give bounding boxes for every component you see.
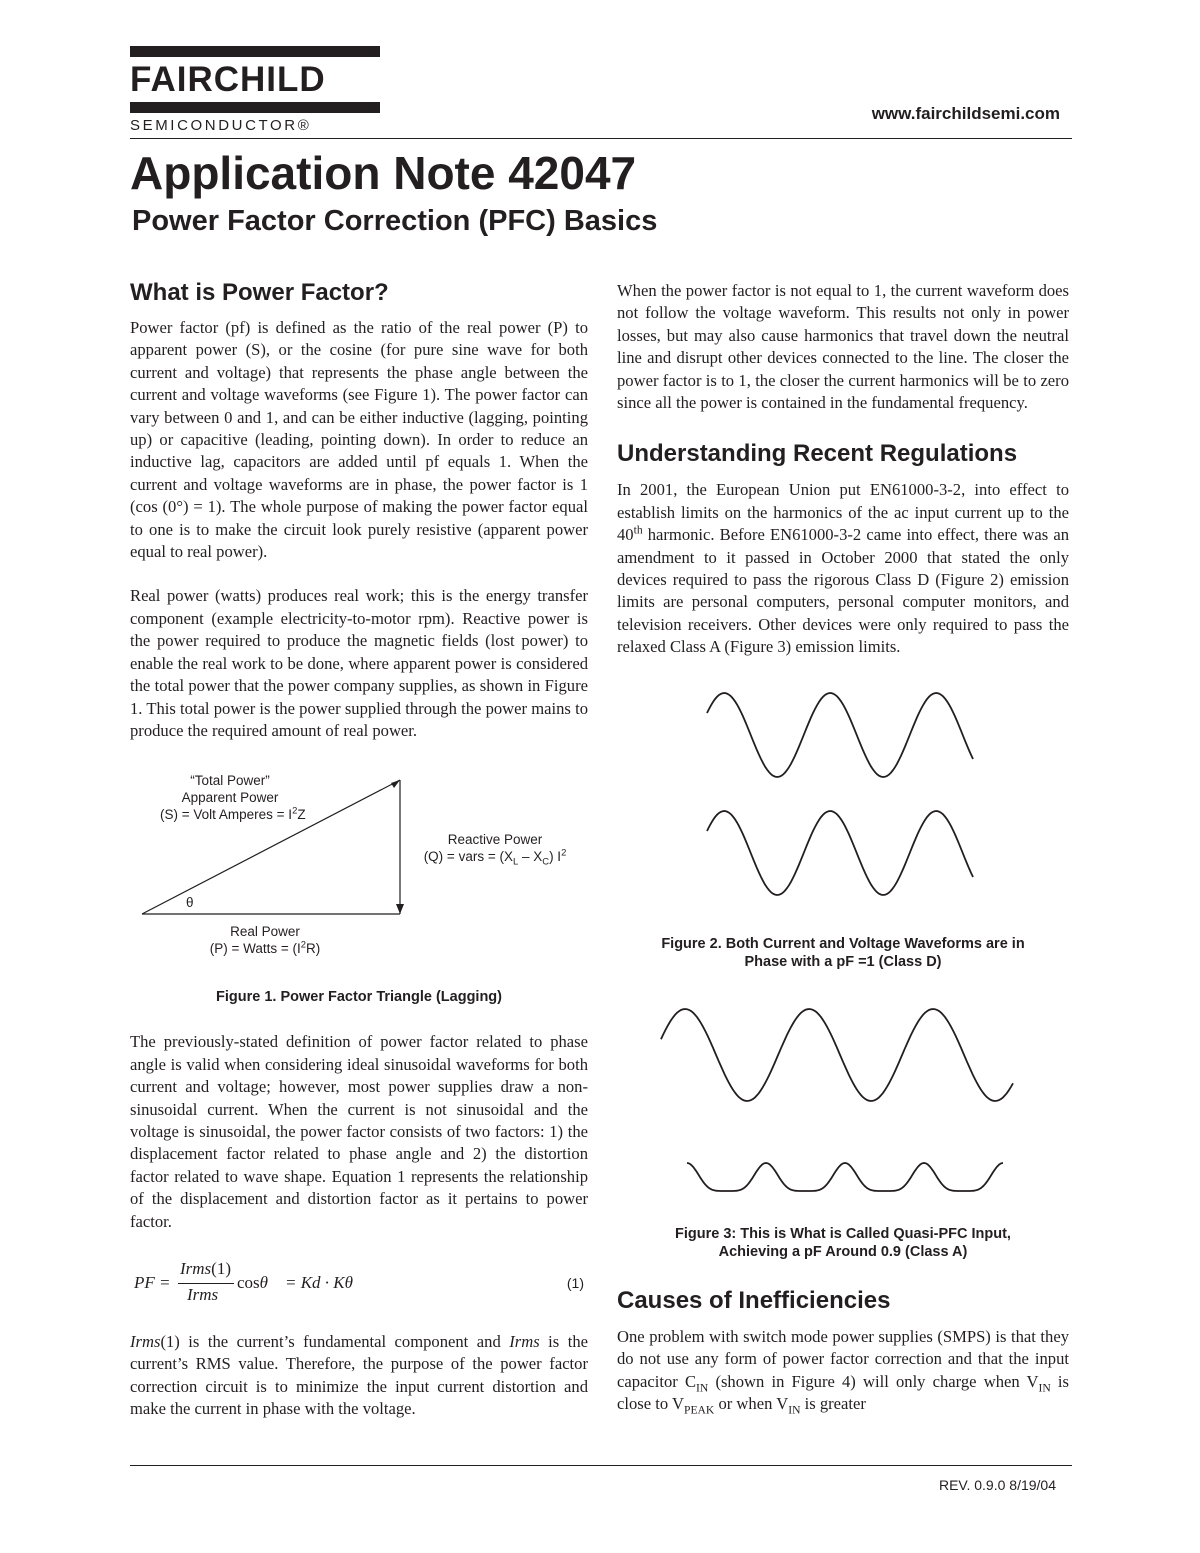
- figure-2-caption: [617, 935, 1069, 971]
- paragraph-regulations: [617, 479, 1069, 658]
- p-eq-prefix: (P) = Watts = (I: [209, 941, 301, 957]
- paragraph-regulations-part-a: In 2001, the European Union put EN61000-3-2, into effect to establish limits on the harmonics of the ac input current up to the 40: [617, 480, 1069, 545]
- s-eq-prefix: (S) = Volt Amperes = I: [160, 807, 293, 823]
- revision-label: REV. 0.9.0 8/19/04: [938, 1477, 1056, 1493]
- q-eq-sub-l: L: [512, 857, 519, 868]
- q-eq-b: – X: [518, 849, 543, 865]
- p-eq-suffix: R): [306, 941, 321, 957]
- equation-theta: θ: [259, 1272, 269, 1292]
- equation-numerator-paren: (1): [211, 1258, 231, 1278]
- figure-3-caption-line-2: Achieving a pF Around 0.9 (Class A): [718, 1243, 968, 1260]
- paragraph-irms-part-a: (1) is the current’s fundamental component and: [160, 1331, 510, 1351]
- equation-reactive-power: [415, 847, 575, 868]
- irms-term-1: Irms: [130, 1331, 161, 1351]
- logo-bar-top: [130, 46, 380, 57]
- figure-3-caption: [617, 1225, 1069, 1261]
- label-total-power: [160, 772, 306, 823]
- equation-denominator: Irms: [187, 1284, 219, 1304]
- section-heading-regulations: Understanding Recent Regulations: [617, 440, 1018, 468]
- q-eq-c: ) I: [549, 849, 562, 865]
- figure-1-caption: Figure 1. Power Factor Triangle (Lagging): [215, 989, 502, 1006]
- label-total-power-text: “Total Power”: [190, 773, 270, 789]
- equation-numerator-term: Irms: [180, 1258, 212, 1278]
- ineff-sub-vin-1: IN: [1038, 1380, 1051, 1394]
- ineff-part-a: One problem with switch mode power supplies (SMPS) is that they do not use any form of power factor correction and that the input capacitor C: [617, 1326, 1069, 1391]
- equation-apparent-power: [160, 805, 306, 823]
- paragraph-pf-definition: Power factor (pf) is defined as the ratio of the real power (P) to apparent power (S), or the cosine (for pure sine wave for both current and voltage) that represents the phase angle between the current and voltage waveforms (see Figure 1). The power factor can vary between 0 and 1, and can be either inductive (lagging, pointing up) or capacitive (leading, pointing down). In order to reduce an inductive lag, capacitors are added until pf equals 1. When the current and voltage waveforms are in phase, the power factor is 1 (cos (0°) = 1). The whole purpose of making the power factor equal to one is to make the circuit look purely resistive (apparent power equal to real power).: [130, 318, 588, 562]
- left-column: [130, 278, 588, 1421]
- equation-cos-term: [237, 1273, 268, 1293]
- s-eq-suffix: Z: [297, 807, 306, 823]
- ineff-sub-cin: IN: [696, 1380, 709, 1394]
- ineff-part-e: is greater: [800, 1393, 866, 1413]
- ineff-sub-vpeak: PEAK: [683, 1403, 715, 1417]
- current-waveform: [707, 811, 973, 895]
- fairchild-logo: [130, 46, 380, 134]
- paragraph-irms: [130, 1331, 588, 1421]
- section-heading-inefficiencies: Causes of Inefficiencies: [617, 1286, 891, 1314]
- figure-2-caption-line-1: Figure 2. Both Current and Voltage Waveforms are in: [661, 935, 1025, 952]
- sine-waveform: [661, 1009, 1013, 1101]
- label-reactive-power-text: Reactive Power: [447, 832, 543, 848]
- equation-rhs: = Kd · Kθ: [285, 1272, 353, 1292]
- header-divider: [130, 138, 1072, 139]
- irms-term-2: Irms: [509, 1331, 540, 1351]
- label-apparent-power: Apparent Power: [181, 790, 279, 806]
- q-eq-sub-c: C: [542, 857, 550, 868]
- paragraph-non-sinusoidal: The previously-stated definition of power factor related to phase angle is valid when considering ideal sinusoidal waveforms for both current and voltage; however, most power supplies draw a non-sinusoidal current. When the current is not sinusoidal and the voltage is sinusoidal, the power factor consists of two factors: 1) the displacement factor related to phase angle and 2) the distortion factor related to wave shape. Equation 1 represents the relationship of the displacement and distortion factor as it pertains to power factor.: [130, 1032, 588, 1231]
- right-column: [617, 280, 1069, 1415]
- s-eq-exponent: 2: [292, 805, 298, 817]
- ineff-part-d: or when V: [714, 1393, 789, 1413]
- equation-real-power: [190, 940, 340, 957]
- superscript-th: th: [633, 523, 643, 537]
- equation-lhs: PF =: [134, 1272, 171, 1292]
- ineff-sub-vin-2: IN: [788, 1403, 801, 1417]
- document-subtitle: Power Factor Correction (PFC) Basics: [132, 205, 658, 237]
- paragraph-harmonics: When the power factor is not equal to 1, the current waveform does not follow the voltage waveform. This results not only in power losses, but may also cause harmonics that travel down the neutral line and disrupt other devices connected to the line. The closer the power factor is to 1, the closer the current harmonics will be to zero since all the power is contained in the fundamental frequency.: [617, 281, 1069, 413]
- figure-3-quasi-pfc-waveforms: [617, 991, 1069, 1221]
- figure-1-power-triangle: [130, 770, 588, 980]
- footer-divider: [130, 1465, 1072, 1466]
- paragraph-irms-part-b: is the current’s RMS value. Therefore, the purpose of the power factor correction circuit is to minimize the input current distortion and make the current in phase with the voltage.: [130, 1331, 588, 1419]
- paragraph-inefficiencies: [617, 1326, 1069, 1416]
- label-real-power-text: Real Power: [230, 924, 300, 940]
- figure-2-in-phase-waveforms: [617, 675, 1069, 925]
- equation-1: [130, 1257, 588, 1321]
- voltage-waveform: [707, 693, 973, 777]
- equation-number: (1): [566, 1274, 584, 1291]
- q-eq-a: (Q) = vars = (X: [423, 849, 513, 865]
- paragraph-regulations-part-b: harmonic. Before EN61000-3-2 came into effect, there was an amendment to it passed in October 2000 that stated the only devices required to pass the rigorous Class D (Figure 2) emission limits are personal computers, personal computer monitors, and television receivers. Other devices were only required to pass the relaxed Class A (Figure 3) emission limits.: [617, 525, 1069, 657]
- equation-fraction-bar: [178, 1283, 234, 1284]
- figure-3-caption-line-1: Figure 3: This is What is Called Quasi-PFC Input,: [675, 1225, 1011, 1242]
- quasi-pfc-current-waveform: [687, 1163, 1003, 1191]
- equation-cos: cos: [237, 1272, 260, 1292]
- label-theta: θ: [186, 895, 194, 911]
- ineff-part-b: (shown in Figure 4) will only charge when V: [708, 1371, 1039, 1391]
- logo-tagline: SEMICONDUCTOR®: [130, 117, 312, 134]
- paragraph-real-power: Real power (watts) produces real work; this is the energy transfer component (example electricity-to-motor rpm). Reactive power is the power required to produce the magnetic fields (lost power) to enable the real work to be done, where apparent power is considered the total power that the power company supplies, as shown in Figure 1. This total power is the power supplied through the power mains to produce the required amount of real power.: [130, 586, 588, 740]
- hypotenuse-arrowhead: [391, 780, 400, 788]
- logo-bar-bottom: [130, 102, 380, 113]
- logo-wordmark: FAIRCHILD: [130, 60, 326, 99]
- q-eq-exponent: 2: [561, 847, 567, 859]
- figure-2-caption-line-2: Phase with a pF =1 (Class D): [744, 953, 942, 970]
- ineff-part-c: is close to V: [617, 1371, 1069, 1413]
- label-reactive-power: [415, 831, 575, 868]
- document-title: Application Note 42047: [130, 147, 637, 199]
- label-real-power: [190, 923, 340, 957]
- side-arrowhead: [396, 904, 404, 914]
- website-url[interactable]: www.fairchildsemi.com: [871, 104, 1060, 123]
- p-eq-exponent: 2: [300, 939, 306, 951]
- equation-numerator: [180, 1259, 231, 1279]
- section-heading-power-factor: What is Power Factor?: [130, 279, 389, 306]
